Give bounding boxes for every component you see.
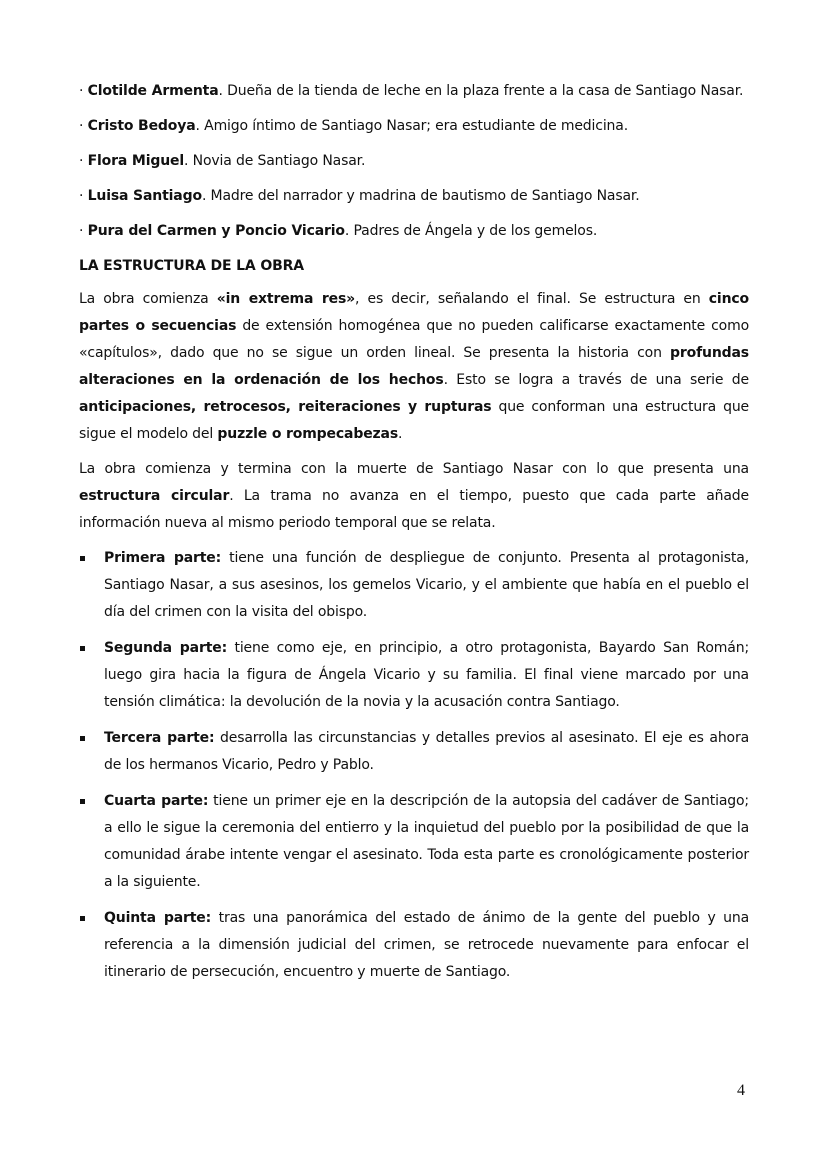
body-paragraph bbox=[79, 286, 749, 448]
part-text bbox=[104, 545, 749, 626]
bold-text: Flora Miguel bbox=[87, 153, 185, 169]
square-bullet-icon bbox=[80, 916, 85, 921]
text-run: de extensión homogénea que no pueden calificarse exactamente como «capítulos», dado que no se sigue un orden lineal. Se presenta la historia con bbox=[79, 318, 749, 361]
text-run: · bbox=[79, 188, 88, 204]
bold-text: Tercera parte: bbox=[104, 730, 215, 746]
text-run: La obra comienza y termina con la muerte de Santiago Nasar con lo que presenta una bbox=[79, 461, 749, 477]
bold-text: Primera parte: bbox=[104, 550, 222, 566]
part-item bbox=[79, 725, 749, 779]
bold-text: Segunda parte: bbox=[104, 640, 228, 656]
text-run: · bbox=[79, 83, 88, 99]
section-heading: LA ESTRUCTURA DE LA OBRA bbox=[79, 258, 304, 274]
part-item bbox=[79, 905, 749, 986]
part-text bbox=[104, 725, 749, 779]
part-text bbox=[104, 635, 749, 716]
text-run: . Madre del narrador y madrina de bautismo de Santiago Nasar. bbox=[201, 188, 640, 204]
text-run: desarrolla las circunstancias y detalles previos al asesinato. El eje es ahora de los hermanos Vicario, Pedro y Pablo. bbox=[104, 730, 749, 773]
text-run: . Novia de Santiago Nasar. bbox=[184, 153, 366, 169]
text-run: · bbox=[79, 153, 88, 169]
text-run: tiene una función de despliegue de conjunto. Presenta al protagonista, Santiago Nasar, a sus asesinos, los gemelos Vicario, y el ambiente que había en el pueblo el día del crimen con la visita del obispo. bbox=[104, 550, 749, 620]
part-item bbox=[79, 635, 749, 716]
character-entry bbox=[79, 183, 749, 210]
page-number: 4 bbox=[737, 1082, 745, 1099]
bold-text: Clotilde Armenta bbox=[87, 83, 219, 99]
text-run: tiene como eje, en principio, a otro protagonista, Bayardo San Román; luego gira hacia la figura de Ángela Vicario y su familia. El final viene marcado por una tensión climática: la devolución de la novia y la acusación contra Santiago. bbox=[104, 640, 750, 710]
part-text bbox=[104, 788, 749, 896]
bold-text: anticipaciones, retrocesos, reiteraciones y rupturas bbox=[79, 399, 492, 415]
part-item bbox=[79, 788, 749, 896]
text-run: La obra comienza bbox=[79, 291, 217, 307]
square-bullet-icon bbox=[80, 799, 85, 804]
bold-text: puzzle o rompecabezas bbox=[217, 426, 399, 442]
square-bullet-icon bbox=[80, 556, 85, 561]
bold-text: «in extrema res» bbox=[216, 291, 356, 307]
character-entry bbox=[79, 78, 749, 105]
character-entry bbox=[79, 218, 749, 245]
body-paragraph bbox=[79, 456, 749, 537]
text-run: tras una panorámica del estado de ánimo de la gente del pueblo y una referencia a la dimensión judicial del crimen, se retrocede nuevamente para enfocar el itinerario de persecución, encuentro y muerte de Santiago. bbox=[104, 910, 749, 980]
part-item bbox=[79, 545, 749, 626]
text-run: . Amigo íntimo de Santiago Nasar; era estudiante de medicina. bbox=[195, 118, 629, 134]
part-text bbox=[104, 905, 749, 986]
text-run: . bbox=[398, 426, 403, 442]
character-entry bbox=[79, 113, 749, 140]
text-run: . Padres de Ángela y de los gemelos. bbox=[344, 223, 598, 239]
square-bullet-icon bbox=[80, 646, 85, 651]
document-page bbox=[79, 78, 749, 995]
bold-text: Cristo Bedoya bbox=[87, 118, 196, 134]
text-run: tiene un primer eje en la descripción de la autopsia del cadáver de Santiago; a ello le sigue la ceremonia del entierro y la inquietud del pueblo por la posibilidad de que la comunidad árabe intente vengar el asesinato. Toda esta parte es cronológicamente posterior a la siguiente. bbox=[104, 793, 749, 890]
text-run: . Esto se logra a través de una serie de bbox=[443, 372, 749, 388]
text-run: · bbox=[79, 223, 88, 239]
text-run: que conforman una estructura que sigue el modelo del bbox=[79, 399, 749, 442]
text-run: . Dueña de la tienda de leche en la plaza frente a la casa de Santiago Nasar. bbox=[218, 83, 744, 99]
character-entry bbox=[79, 148, 749, 175]
bold-text: Pura del Carmen y Poncio Vicario bbox=[87, 223, 345, 239]
bold-text: cinco partes o secuencias bbox=[79, 291, 750, 334]
text-run: , es decir, señalando el final. Se estructura en bbox=[355, 291, 709, 307]
character-list bbox=[79, 78, 749, 245]
structure-paragraphs bbox=[79, 286, 749, 537]
text-run: . La trama no avanza en el tiempo, puesto que cada parte añade información nueva al mismo periodo temporal que se relata. bbox=[79, 488, 749, 531]
bold-text: profundas alteraciones en la ordenación de los hechos bbox=[79, 345, 749, 388]
bold-text: Cuarta parte: bbox=[104, 793, 209, 809]
bold-text: Luisa Santiago bbox=[87, 188, 202, 204]
text-run: · bbox=[79, 118, 88, 134]
square-bullet-icon bbox=[80, 736, 85, 741]
parts-list bbox=[79, 545, 749, 986]
bold-text: Quinta parte: bbox=[104, 910, 212, 926]
bold-text: estructura circular bbox=[79, 488, 230, 504]
